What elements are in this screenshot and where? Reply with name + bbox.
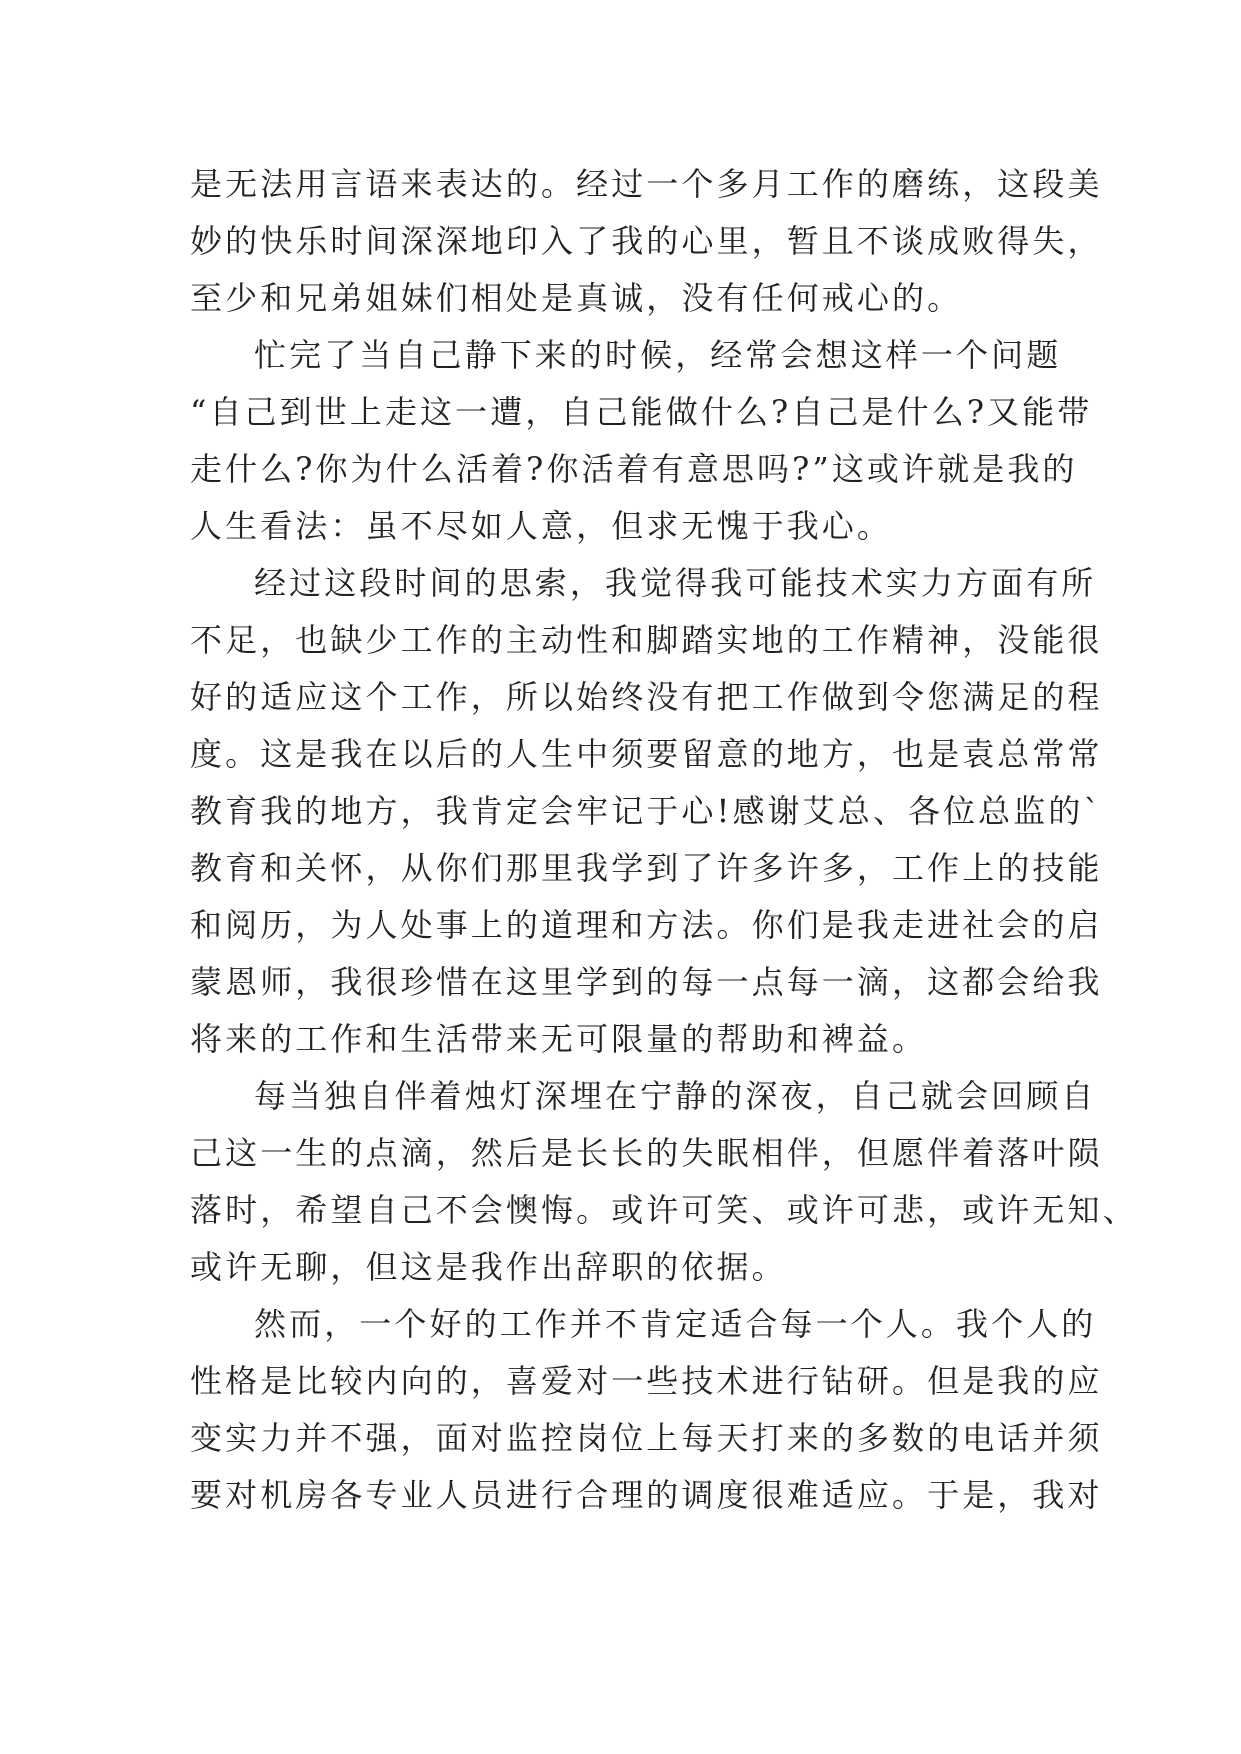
paragraph-4-line-4: 或许无聊，但这是我作出辞职的依据。 [190,1248,787,1286]
paragraph-5-line-3: 变实力并不强，面对监控岗位上每天打来的多数的电话并须 [190,1419,1103,1457]
paragraph-3-line-6: 教育和关怀，从你们那里我学到了许多许多，工作上的技能 [190,849,1103,887]
paragraph-2-line-3: 走什么?你为什么活着?你活着有意思吗?”这或许就是我的 [190,450,1078,488]
paragraph-4-line-1: 每当独自伴着烛灯深埋在宁静的深夜，自己就会回顾自 [254,1077,1097,1115]
paragraph-3-line-2: 不足，也缺少工作的主动性和脚踏实地的工作精神，没能很 [190,621,1103,659]
paragraph-5-line-2: 性格是比较内向的，喜爱对一些技术进行钻研。但是我的应 [190,1362,1103,1400]
paragraph-4-line-3: 落时，希望自己不会懊悔。或许可笑、或许可悲，或许无知、 [190,1191,1138,1229]
paragraph-3-line-4: 度。这是我在以后的人生中须要留意的地方，也是袁总常常 [190,735,1103,773]
paragraph-1-line-2: 妙的快乐时间深深地印入了我的心里，暂且不谈成败得失， [190,222,1103,260]
paragraph-3-line-8: 蒙恩师，我很珍惜在这里学到的每一点每一滴，这都会给我 [190,963,1103,1001]
paragraph-1-line-3: 至少和兄弟姐妹们相处是真诚，没有任何戒心的。 [190,279,963,317]
paragraph-3-line-5: 教育我的地方，我肯定会牢记于心!感谢艾总、各位总监的` [190,792,1103,830]
paragraph-3-line-3: 好的适应这个工作，所以始终没有把工作做到令您满足的程 [190,678,1103,716]
paragraph-5-line-4: 要对机房各专业人员进行合理的调度很难适应。于是，我对 [190,1476,1103,1514]
paragraph-2-line-2: “自己到世上走这一遭，自己能做什么?自己是什么?又能带 [190,393,1093,431]
paragraph-5-line-1: 然而，一个好的工作并不肯定适合每一个人。我个人的 [254,1305,1097,1343]
document-body [190,156,1138,1524]
paragraph-3-line-9: 将来的工作和生活带来无可限量的帮助和裨益。 [190,1020,928,1058]
paragraph-3-line-1: 经过这段时间的思索，我觉得我可能技术实力方面有所 [254,564,1097,602]
paragraph-1-line-1: 是无法用言语来表达的。经过一个多月工作的磨练，这段美 [190,165,1103,203]
paragraph-3-line-7: 和阅历，为人处事上的道理和方法。你们是我走进社会的启 [190,906,1103,944]
paragraph-2-line-1: 忙完了当自己静下来的时候，经常会想这样一个问题 [254,336,1062,374]
paragraph-4-line-2: 己这一生的点滴，然后是长长的失眠相伴，但愿伴着落叶陨 [190,1134,1103,1172]
paragraph-2-line-4: 人生看法：虽不尽如人意，但求无愧于我心。 [190,507,893,545]
